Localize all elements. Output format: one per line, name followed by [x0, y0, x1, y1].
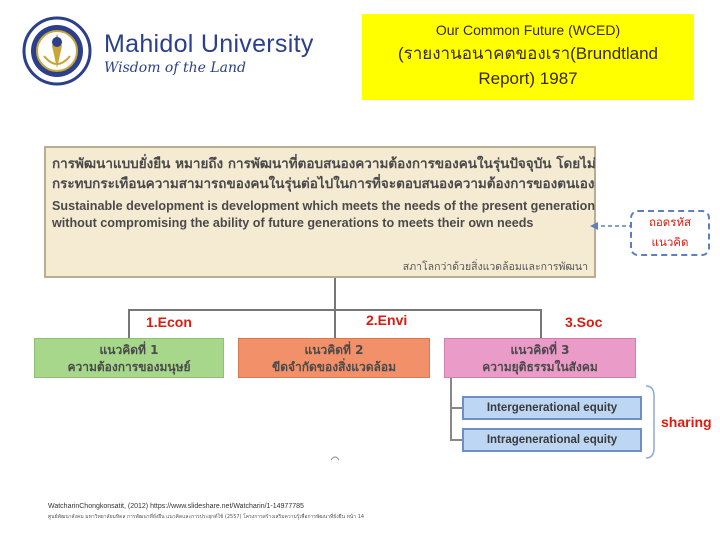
definition-english-line-2: without compromising the ability of future generations to meets their own needs: [52, 216, 534, 230]
sharing-bracket: [644, 384, 658, 460]
branch-envi-line: [334, 309, 336, 338]
citation-line-1: WatcharinChongkonsatit, (2012) https://www.slideshare.net/Watcharin/1-14977785: [48, 503, 304, 510]
label-econ: 1.Econ: [146, 314, 192, 330]
intergenerational-equity-box: Intergenerational equity: [462, 396, 642, 420]
definition-box: [44, 146, 596, 278]
note-arrow: [590, 216, 634, 236]
definition-english-line-1: Sustainable development is development which meets the needs of the present generation: [52, 199, 596, 213]
label-envi: 2.Envi: [366, 312, 408, 328]
title-box: [362, 14, 694, 100]
concept-1-title: แนวคิดที่ 1: [99, 343, 159, 357]
university-name: Mahidol University: [104, 30, 314, 58]
sharing-label: sharing: [661, 414, 712, 430]
decode-concept-note: [630, 210, 710, 256]
concept-2-title: แนวคิดที่ 2: [304, 343, 364, 357]
branch-soc-line: [540, 309, 542, 338]
equity-connector-vertical: [450, 378, 452, 440]
label-soc: 3.Soc: [565, 314, 603, 330]
concept-2-text: ขีดจำกัดของสิ่งแวดล้อม: [271, 360, 396, 374]
definition-thai: [52, 154, 596, 194]
note-line-2: แนวคิด: [651, 235, 689, 249]
equity-connector-1: [450, 407, 462, 409]
title-line-3: Report) 1987: [478, 69, 578, 88]
small-arc-mark: [330, 454, 340, 462]
citation-line-2: ศูนย์พัฒนาสังคม มหาวิทยาลัยมหิดล การพัฒนาที่ยั่งยืน แนวคิดและการประยุกต์ใช้ (2557) โครงการสร้างเสริมความรู้เพื่อการพัฒนาที่ยั่งยืน หน้า 14: [48, 514, 365, 520]
concept-3-box: [444, 338, 636, 378]
note-line-1: ถอดรหัส: [648, 215, 692, 229]
concept-2-box: [238, 338, 430, 378]
definition-source: สภาโลกว่าด้วยสิ่งแวดล้อมและการพัฒนา: [402, 261, 588, 273]
title-line-1: Our Common Future (WCED): [435, 22, 621, 38]
equity-connector-2: [450, 439, 462, 441]
branch-econ-line: [128, 309, 130, 338]
concept-1-text: ความต้องการของมนุษย์: [67, 360, 191, 374]
concept-3-text: ความยุติธรรมในสังคม: [482, 360, 598, 374]
mahidol-seal-logo: [22, 16, 92, 86]
university-motto: Wisdom of the Land: [104, 60, 246, 76]
trunk-line: [334, 278, 336, 310]
concept-3-title: แนวคิดที่ 3: [510, 343, 570, 357]
title-line-2: (รายงานอนาคตของเรา(Brundtland: [397, 44, 659, 63]
definition-thai-line-1: การพัฒนาแบบยั่งยืน หมายถึง การพัฒนาที่ตอบสนองความต้องการของคนในรุ่นปัจจุบัน โดยไม่: [52, 156, 596, 172]
definition-english: [52, 198, 596, 232]
intragenerational-equity-box: Intragenerational equity: [462, 428, 642, 452]
definition-thai-line-2: กระทบกระเทือนความสามารถของคนในรุ่นต่อไปในการที่จะตอบสนองความต้องการของตนเอง: [52, 176, 595, 192]
concept-1-box: [34, 338, 224, 378]
